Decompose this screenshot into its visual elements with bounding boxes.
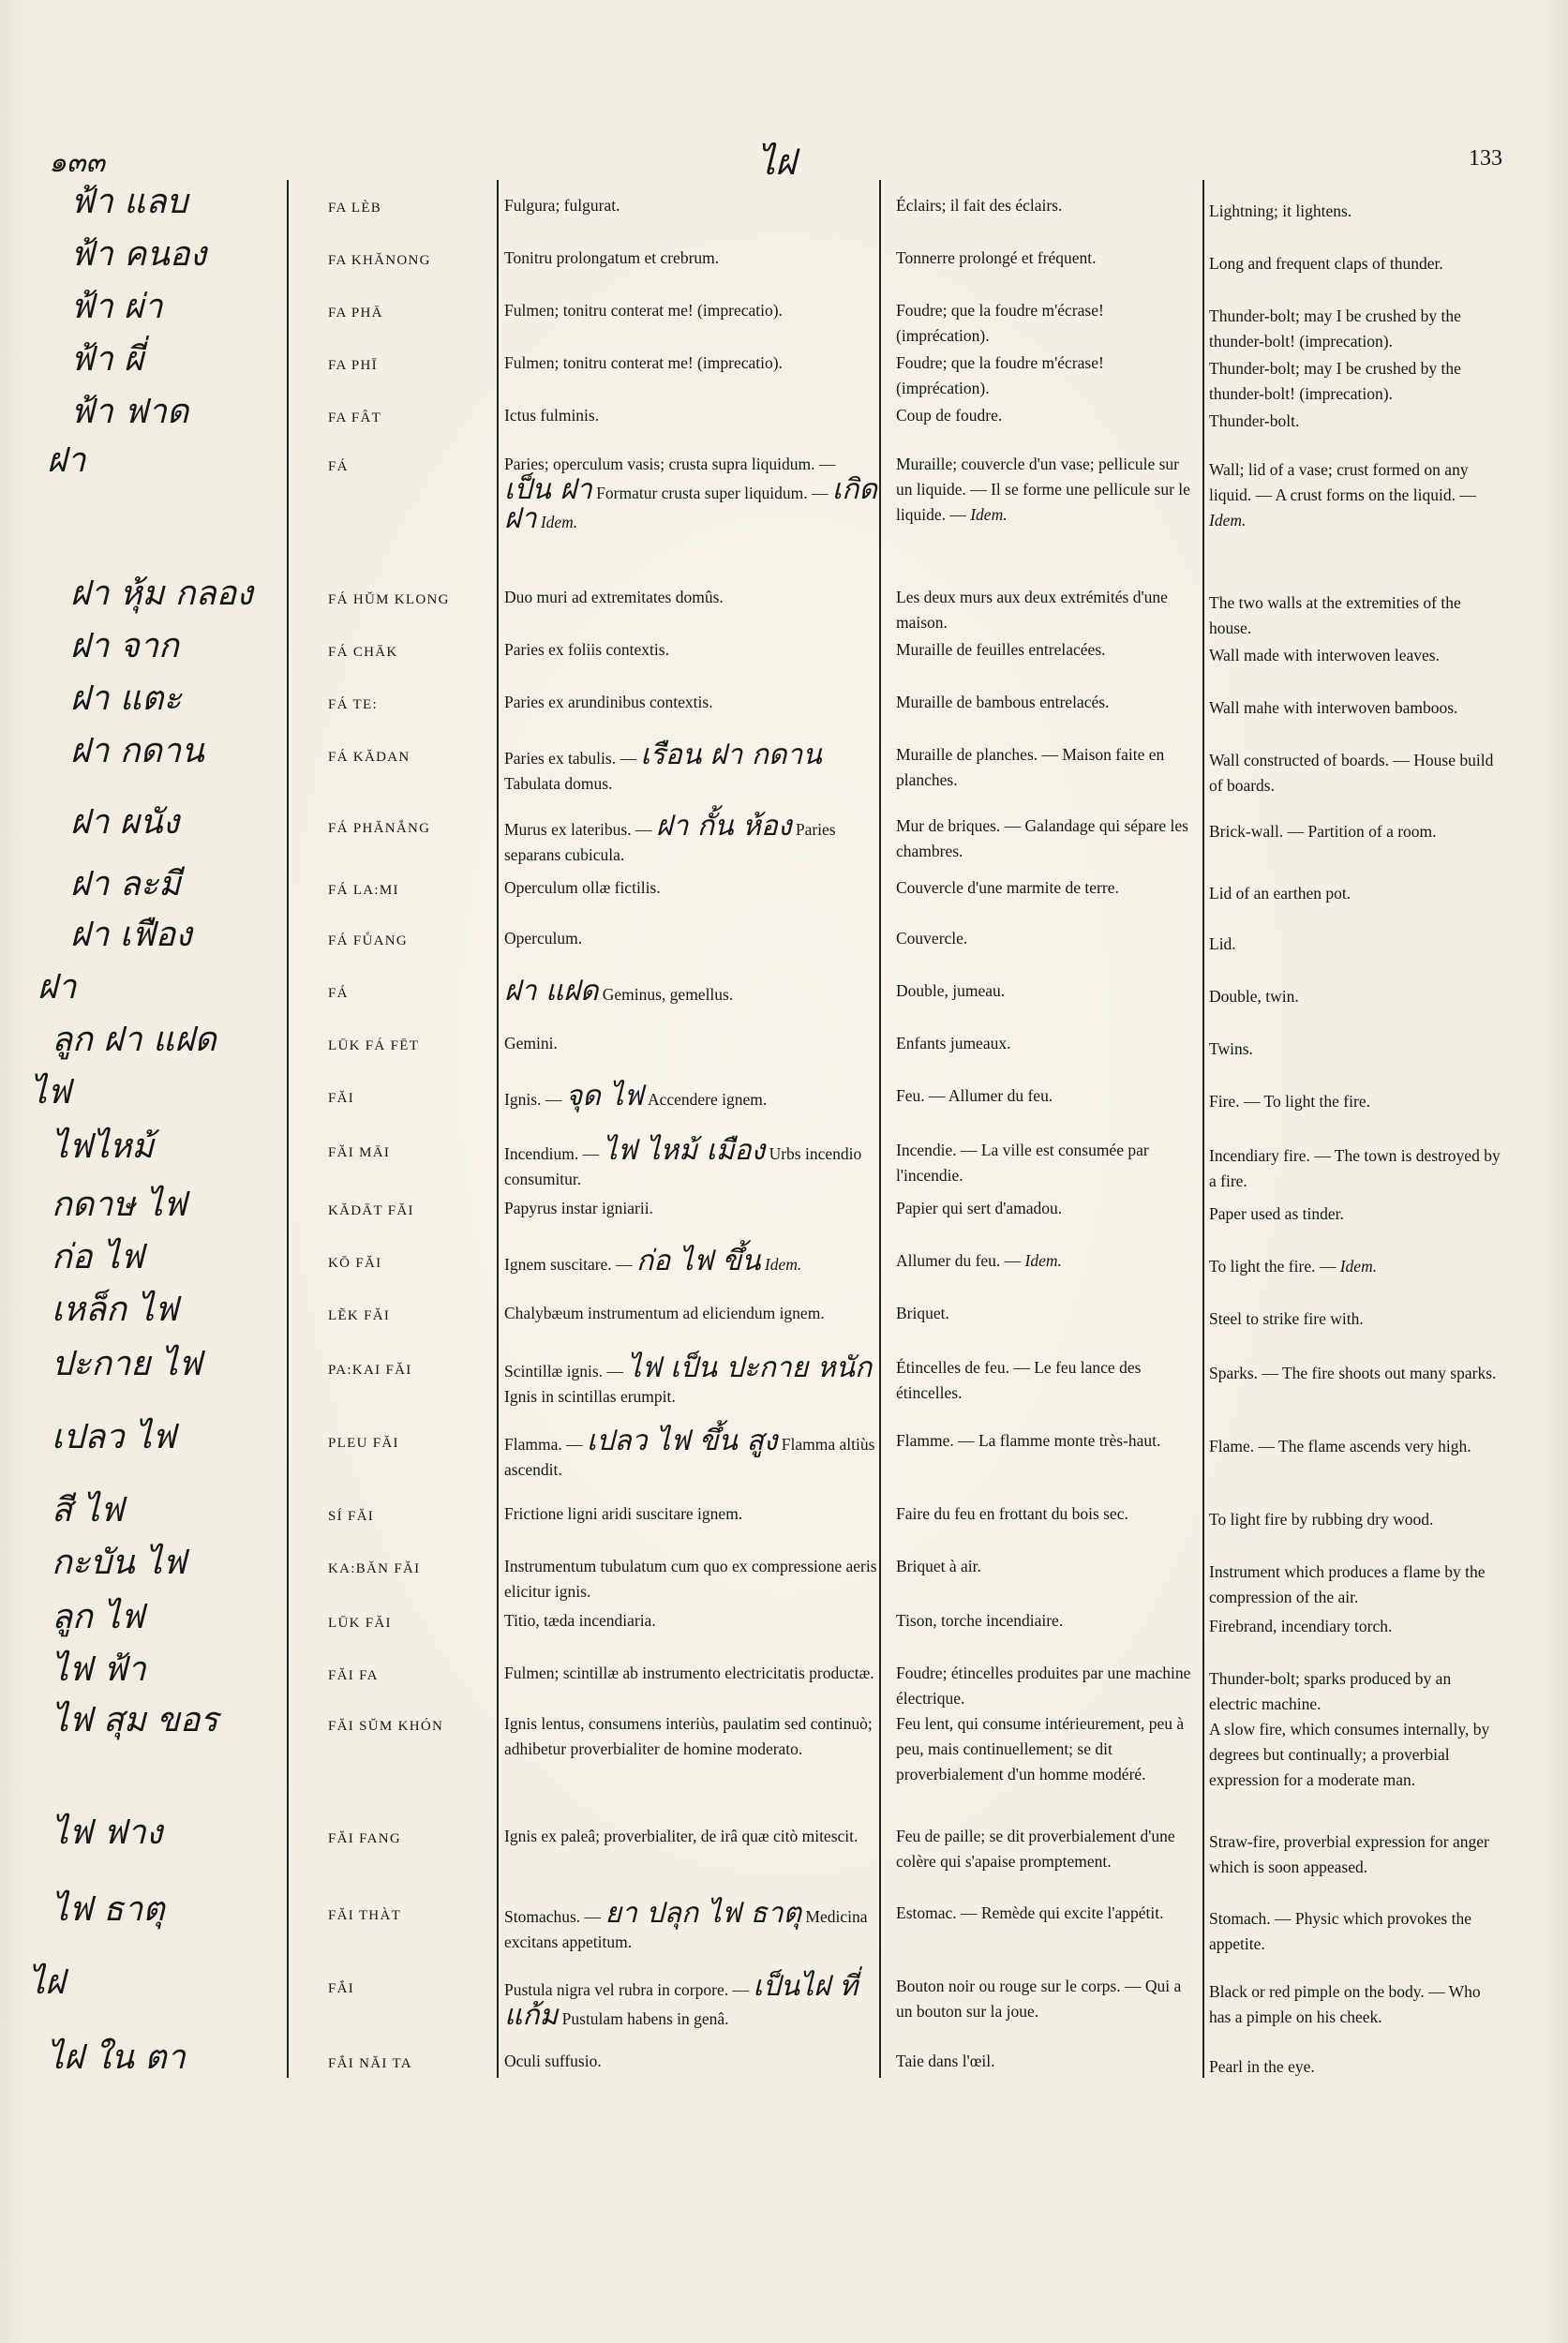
latin-definition: Ignem suscitare. — ก่อ ไฟ ขึ้น Idem. bbox=[504, 1245, 802, 1277]
romanization: FA LÈB bbox=[328, 201, 382, 216]
thai-example: ไฟ เป็น ปะกาย หนัก bbox=[627, 1351, 873, 1384]
romanization: FA KHĂNONG bbox=[328, 253, 431, 268]
latin-definition: Incendium. — ไฟ ไหม้ เมือง Urbs incendio consumitur. bbox=[504, 1134, 862, 1188]
page-header bbox=[0, 141, 1568, 187]
romanization: FẮI NĂI TA bbox=[328, 2056, 412, 2071]
romanization: FĂI THÀT bbox=[328, 1908, 402, 1923]
english-definition: Firebrand, incendiary torch. bbox=[1209, 1617, 1393, 1635]
english-definition: The two walls at the extremities of the house. bbox=[1209, 593, 1461, 637]
romanization: SÍ FĂI bbox=[328, 1509, 375, 1524]
french-definition: Faire du feu en frottant du bois sec. bbox=[896, 1504, 1128, 1523]
romanization: FĂI SŬM KHÓN bbox=[328, 1719, 444, 1734]
romanization: FĂI MĀI bbox=[328, 1145, 391, 1160]
romanization: KĂDĀT FĂI bbox=[328, 1203, 414, 1218]
latin-definition: Operculum. bbox=[504, 929, 583, 948]
english-definition: Straw-fire, proverbial expression for anger which is soon appeased. bbox=[1209, 1832, 1489, 1876]
latin-definition: Frictione ligni aridi suscitare ignem. bbox=[504, 1504, 743, 1523]
english-definition: Thunder-bolt; sparks produced by an electric machine. bbox=[1209, 1669, 1452, 1713]
french-definition: Les deux murs aux deux extrémités d'une maison. bbox=[896, 588, 1168, 632]
thai-headword: ฟ้า ผ่า bbox=[70, 288, 163, 326]
thai-example: เป็นไฝ ที่ แก้ม bbox=[504, 1970, 859, 2032]
french-definition: Muraille de feuilles entrelacées. bbox=[896, 640, 1106, 659]
english-definition: Pearl in the eye. bbox=[1209, 2057, 1315, 2076]
french-definition: Muraille; couvercle d'un vase; pellicule sur un liquide. — Il se forme une pellicule sur le liquide. — Idem. bbox=[896, 455, 1190, 524]
english-definition: Stomach. — Physic which provokes the appetite. bbox=[1209, 1909, 1471, 1953]
romanization: PA:KAI FĂI bbox=[328, 1363, 412, 1378]
latin-definition: Ignis lentus, consumens interiùs, paulatim sed continuò; adhibetur proverbialiter de homine moderato. bbox=[504, 1714, 873, 1758]
romanization: FÁ FŮANG bbox=[328, 933, 408, 948]
french-definition: Foudre; que la foudre m'écrase! (imprécation). bbox=[896, 301, 1104, 345]
thai-headword: ไฝ ใน ตา bbox=[47, 2038, 186, 2077]
thai-headword: ฟ้า คนอง bbox=[70, 235, 207, 274]
thai-headword: เหล็ก ไฟ bbox=[52, 1291, 178, 1329]
french-definition: Estomac. — Remède qui excite l'appétit. bbox=[896, 1903, 1164, 1922]
english-definition: Thunder-bolt; may I be crushed by the thunder-bolt! (imprecation). bbox=[1209, 359, 1461, 403]
thai-headword: ฝา bbox=[47, 441, 86, 480]
french-definition: Enfants jumeaux. bbox=[896, 1034, 1011, 1052]
english-definition: Black or red pimple on the body. — Who has a pimple on his cheek. bbox=[1209, 1982, 1481, 2026]
english-definition: A slow fire, which consumes internally, by degrees but continually; a proverbial expression for a moderate man. bbox=[1209, 1720, 1490, 1789]
french-definition: Muraille de bambous entrelacés. bbox=[896, 693, 1110, 711]
latin-definition: Oculi suffusio. bbox=[504, 2052, 602, 2070]
latin-definition: Fulmen; tonitru conterat me! (imprecatio). bbox=[504, 301, 783, 320]
thai-headword: เปลว ไฟ bbox=[52, 1418, 176, 1456]
thai-example: จุด ไฟ bbox=[565, 1080, 644, 1112]
french-definition: Mur de briques. — Galandage qui sépare les chambres. bbox=[896, 816, 1188, 860]
thai-example: ไฟ ไหม้ เมือง bbox=[603, 1134, 766, 1167]
thai-example: เกิด ฝา bbox=[504, 473, 877, 535]
french-definition: Foudre; que la foudre m'écrase! (imprécation). bbox=[896, 353, 1104, 397]
french-definition: Couvercle d'une marmite de terre. bbox=[896, 878, 1119, 897]
latin-definition: Titio, tæda incendiaria. bbox=[504, 1611, 656, 1630]
romanization: FÁ bbox=[328, 986, 349, 1001]
english-definition: Lid. bbox=[1209, 934, 1236, 953]
romanization: LẼK FĂI bbox=[328, 1308, 391, 1323]
latin-definition: Ictus fulminis. bbox=[504, 406, 600, 425]
french-definition: Briquet à air. bbox=[896, 1557, 981, 1575]
english-definition: Brick-wall. — Partition of a room. bbox=[1209, 822, 1437, 841]
thai-headword: ฟ้า ผี่ bbox=[70, 340, 144, 379]
romanization: FÁ CHĀK bbox=[328, 645, 398, 660]
romanization: FĂI bbox=[328, 1091, 355, 1106]
thai-headword: ฝา จาก bbox=[70, 627, 179, 665]
romanization: FẮI bbox=[328, 1981, 355, 1996]
thai-headword: ไฟ ฟ้า bbox=[52, 1650, 146, 1689]
english-definition: Long and frequent claps of thunder. bbox=[1209, 254, 1443, 273]
running-headword: ไฝ bbox=[757, 142, 797, 183]
thai-example: ฝา กั้น ห้อง bbox=[655, 810, 792, 843]
latin-definition: Scintillæ ignis. — ไฟ เป็น ปะกาย หนัก Ignis in scintillas erumpit. bbox=[504, 1351, 873, 1406]
romanization: KA:BĂN FĂI bbox=[328, 1561, 421, 1576]
latin-definition: Paries ex foliis contextis. bbox=[504, 640, 669, 659]
english-definition: Sparks. — The fire shoots out many sparks. bbox=[1209, 1364, 1497, 1382]
romanization: FĂI FA bbox=[328, 1668, 379, 1683]
latin-definition: Fulmen; tonitru conterat me! (imprecatio). bbox=[504, 353, 783, 372]
thai-example: ก่อ ไฟ ขึ้น bbox=[635, 1245, 761, 1277]
thai-example: เป็น ฝา bbox=[504, 473, 592, 506]
thai-example: ยา ปลุก ไฟ ธาตุ bbox=[605, 1897, 802, 1930]
french-definition: Étincelles de feu. — Le feu lance des étincelles. bbox=[896, 1358, 1142, 1402]
column-rule bbox=[1202, 180, 1204, 2078]
thai-headword: ลูก ฝา แฝด bbox=[52, 1021, 217, 1059]
thai-headword: ไฟ ฟาง bbox=[52, 1813, 163, 1852]
english-definition: Lightning; it lightens. bbox=[1209, 201, 1352, 220]
french-definition: Feu lent, qui consume intérieurement, peu à peu, mais continuellement; se dit proverbialement d'un homme modéré. bbox=[896, 1714, 1185, 1783]
thai-headword: ไฝ bbox=[28, 1963, 66, 2002]
column-rule bbox=[497, 180, 499, 2078]
latin-definition: Duo muri ad extremitates domûs. bbox=[504, 588, 724, 606]
latin-definition: Ignis. — จุด ไฟ Accendere ignem. bbox=[504, 1080, 768, 1112]
thai-headword: ปะกาย ไฟ bbox=[52, 1345, 202, 1383]
thai-headword: ฝา กดาน bbox=[70, 732, 204, 770]
english-definition: Wall constructed of boards. — House build of boards. bbox=[1209, 751, 1494, 795]
thai-headword: ฟ้า แลบ bbox=[70, 183, 188, 221]
romanization: FÁ LA:MI bbox=[328, 883, 399, 898]
thai-headword: กดาษ ไฟ bbox=[52, 1186, 187, 1224]
romanization: FA FÂT bbox=[328, 410, 382, 425]
french-definition: Feu. — Allumer du feu. bbox=[896, 1086, 1053, 1105]
thai-headword: ไฟไหม้ bbox=[52, 1127, 155, 1166]
french-definition: Allumer du feu. — Idem. bbox=[896, 1251, 1062, 1270]
column-rule bbox=[287, 180, 289, 2078]
french-definition: Feu de paille; se dit proverbialement d'une colère qui s'apaise promptement. bbox=[896, 1827, 1175, 1871]
french-definition: Tonnerre prolongé et fréquent. bbox=[896, 248, 1097, 267]
thai-headword: ก่อ ไฟ bbox=[52, 1238, 144, 1276]
english-definition: Double, twin. bbox=[1209, 987, 1299, 1006]
thai-headword: ฟ้า ฟาด bbox=[70, 393, 189, 431]
latin-definition: Instrumentum tubulatum cum quo ex compressione aeris elicitur ignis. bbox=[504, 1557, 877, 1601]
english-definition: Wall made with interwoven leaves. bbox=[1209, 646, 1440, 664]
english-definition: To light fire by rubbing dry wood. bbox=[1209, 1510, 1434, 1529]
french-definition: Flamme. — La flamme monte très-haut. bbox=[896, 1431, 1161, 1450]
thai-headword: ฝา bbox=[37, 968, 77, 1007]
english-definition: Flame. — The flame ascends very high. bbox=[1209, 1437, 1471, 1455]
english-definition: Twins. bbox=[1209, 1039, 1253, 1058]
page-number-thai: ๑๓๓ bbox=[49, 146, 106, 179]
latin-definition: Stomachus. — ยา ปลุก ไฟ ธาตุ Medicina excitans appetitum. bbox=[504, 1897, 868, 1951]
romanization: KŌ FĂI bbox=[328, 1256, 382, 1271]
latin-definition: ฝา แฝด Geminus, gemellus. bbox=[504, 975, 734, 1007]
romanization: FÁ TE: bbox=[328, 697, 378, 712]
french-definition: Muraille de planches. — Maison faite en planches. bbox=[896, 745, 1165, 789]
latin-definition: Gemini. bbox=[504, 1034, 558, 1052]
latin-definition: Paries; operculum vasis; crusta supra liquidum. — เป็น ฝา Formatur crusta super liquidum. — เกิด ฝา Idem. bbox=[504, 455, 877, 535]
page-number: 133 bbox=[1469, 146, 1502, 171]
thai-headword: ไฟ สุม ขอร bbox=[52, 1701, 218, 1739]
english-definition: Wall mahe with interwoven bamboos. bbox=[1209, 698, 1458, 717]
latin-definition: Tonitru prolongatum et crebrum. bbox=[504, 248, 720, 267]
romanization: FÁ KĂDAN bbox=[328, 750, 411, 765]
french-definition: Bouton noir ou rouge sur le corps. — Qui a un bouton sur la joue. bbox=[896, 1977, 1182, 2021]
english-definition: Instrument which produces a flame by the compression of the air. bbox=[1209, 1562, 1486, 1606]
thai-example: เรือน ฝา กดาน bbox=[640, 739, 822, 771]
english-definition: Thunder-bolt. bbox=[1209, 411, 1300, 430]
thai-headword: ลูก ไฟ bbox=[52, 1598, 144, 1636]
french-definition: Papier qui sert d'amadou. bbox=[896, 1199, 1063, 1217]
latin-definition: Flamma. — เปลว ไฟ ขึ้น สูง Flamma altiùs ascendit. bbox=[504, 1425, 875, 1479]
thai-example: ฝา แฝด bbox=[504, 975, 599, 1007]
french-definition: Incendie. — La ville est consumée par l'incendie. bbox=[896, 1141, 1149, 1185]
french-definition: Double, jumeau. bbox=[896, 981, 1006, 1000]
english-definition: Fire. — To light the fire. bbox=[1209, 1092, 1370, 1111]
latin-definition: Fulmen; scintillæ ab instrumento electricitatis productæ. bbox=[504, 1664, 874, 1682]
thai-headword: ฝา แตะ bbox=[70, 679, 182, 718]
english-definition: To light the fire. — Idem. bbox=[1209, 1257, 1378, 1276]
english-definition: Wall; lid of a vase; crust formed on any liquid. — A crust forms on the liquid. — Idem. bbox=[1209, 460, 1476, 530]
thai-headword: ฝา หุ้ม กลอง bbox=[70, 575, 253, 613]
column-rule bbox=[879, 180, 881, 2078]
latin-definition: Papyrus instar igniarii. bbox=[504, 1199, 653, 1217]
latin-definition: Paries ex arundinibus contextis. bbox=[504, 693, 713, 711]
thai-headword: ฝา ผนัง bbox=[70, 803, 180, 842]
thai-headword: สี ไฟ bbox=[52, 1491, 125, 1530]
english-definition: Incendiary fire. — The town is destroyed by a fire. bbox=[1209, 1146, 1501, 1190]
latin-definition: Fulgura; fulgurat. bbox=[504, 196, 620, 215]
romanization: FÁ bbox=[328, 459, 349, 474]
romanization: LŪK FÁ FĒT bbox=[328, 1038, 420, 1053]
thai-headword: ฝา เฟือง bbox=[70, 916, 192, 954]
romanization: LŪK FĂI bbox=[328, 1616, 392, 1631]
latin-definition: Operculum ollæ fictilis. bbox=[504, 878, 661, 897]
french-definition: Couvercle. bbox=[896, 929, 968, 948]
latin-definition: Chalybæum instrumentum ad eliciendum ignem. bbox=[504, 1304, 825, 1322]
french-definition: Tison, torche incendiaire. bbox=[896, 1611, 1064, 1630]
latin-definition: Pustula nigra vel rubra in corpore. — เป็นไฝ ที่ แก้ม Pustulam habens in genâ. bbox=[504, 1970, 859, 2032]
french-definition: Briquet. bbox=[896, 1304, 949, 1322]
french-definition: Éclairs; il fait des éclairs. bbox=[896, 196, 1063, 215]
thai-headword: ไฟ ธาตุ bbox=[52, 1890, 165, 1929]
romanization: FÁ HŬM KLONG bbox=[328, 592, 450, 607]
romanization: FA PHĪ bbox=[328, 358, 378, 373]
french-definition: Taie dans l'œil. bbox=[896, 2052, 995, 2070]
english-definition: Paper used as tinder. bbox=[1209, 1204, 1344, 1223]
romanization: PLEU FĂI bbox=[328, 1436, 399, 1451]
english-definition: Steel to strike fire with. bbox=[1209, 1309, 1364, 1328]
english-definition: Lid of an earthen pot. bbox=[1209, 884, 1351, 903]
french-definition: Foudre; étincelles produites par une machine électrique. bbox=[896, 1664, 1191, 1708]
latin-definition: Ignis ex paleâ; proverbialiter, de irâ quæ citò mitescit. bbox=[504, 1827, 859, 1845]
romanization: FĂI FANG bbox=[328, 1831, 402, 1846]
romanization: FA PHĀ bbox=[328, 306, 383, 321]
latin-definition: Murus ex lateribus. — ฝา กั้น ห้อง Paries separans cubicula. bbox=[504, 810, 836, 864]
romanization: FÁ PHĂNẮNG bbox=[328, 821, 431, 836]
english-definition: Thunder-bolt; may I be crushed by the thunder-bolt! (imprecation). bbox=[1209, 306, 1461, 351]
latin-definition: Paries ex tabulis. — เรือน ฝา กดาน Tabulata domus. bbox=[504, 739, 822, 793]
thai-example: เปลว ไฟ ขึ้น สูง bbox=[586, 1425, 778, 1457]
thai-headword: ไฟ bbox=[30, 1073, 71, 1112]
thai-headword: ฝา ละมี bbox=[70, 865, 181, 903]
thai-headword: กะบัน ไฟ bbox=[52, 1544, 187, 1582]
french-definition: Coup de foudre. bbox=[896, 406, 1003, 425]
